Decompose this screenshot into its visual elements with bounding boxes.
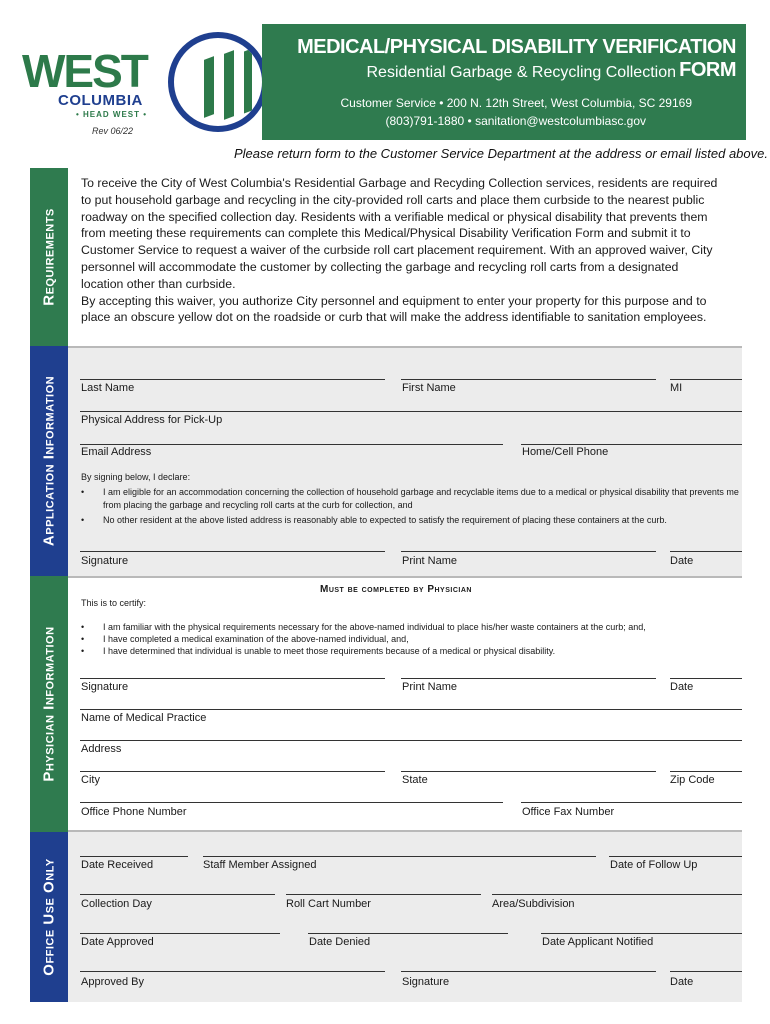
logo-columbia-text: COLUMBIA (58, 92, 143, 109)
email-label: Email Address (81, 446, 152, 458)
follow-up-date-label: Date of Follow Up (610, 859, 698, 871)
declaration-list (81, 486, 741, 527)
roll-cart-number-field[interactable] (286, 894, 481, 895)
list-item: • I have determined that individual is unable to meet those requirements because of a medical or physical disability. (81, 645, 741, 657)
section-label-application: Application Information (40, 375, 58, 547)
mi-label: MI (670, 382, 683, 394)
form-subtitle: Residential Garbage & Recycling Collection (366, 64, 676, 81)
physician-date-field[interactable] (670, 678, 742, 679)
pickup-address-label: Physical Address for Pick-Up (81, 414, 223, 426)
last-name-field[interactable] (80, 379, 385, 380)
logo-west-text: WEST (22, 45, 147, 97)
date-notified-field[interactable] (541, 933, 742, 934)
date-notified-label: Date Applicant Notified (542, 936, 654, 948)
return-instructions: Please return form to the Customer Service Department at the address or email listed above. (234, 146, 768, 161)
area-subdivision-label: Area/Subdivision (492, 898, 575, 910)
physician-heading: Must be completed by Physician (320, 584, 472, 595)
date-approved-label: Date Approved (81, 936, 154, 948)
mi-field[interactable] (670, 379, 742, 380)
list-item: • I am familiar with the physical requirements necessary for the above-named individual to place his/her waste containers at the curb; and, (81, 621, 741, 633)
office-fax-field[interactable] (521, 802, 742, 803)
office-signature-field[interactable] (401, 971, 656, 972)
collection-day-label: Collection Day (81, 898, 152, 910)
customer-service-address: Customer Service • 200 N. 12th Street, West Columbia, SC 29169 (340, 96, 692, 110)
office-signature-label: Signature (402, 976, 450, 988)
revision-date: Rev 06/22 (92, 126, 134, 136)
last-name-label: Last Name (81, 382, 135, 394)
header-banner (262, 24, 746, 140)
list-item: • No other resident at the above listed address is reasonably able to expected to satisfy the requirement of placing these containers at the curb. (81, 514, 741, 527)
follow-up-date-field[interactable] (609, 856, 742, 857)
state-label: State (402, 774, 428, 786)
form-title: MEDICAL/PHYSICAL DISABILITY VERIFICATION FORM (297, 36, 736, 81)
physician-signature-field[interactable] (80, 678, 385, 679)
first-name-field[interactable] (401, 379, 656, 380)
first-name-label: First Name (402, 382, 456, 394)
physician-print-name-field[interactable] (401, 678, 656, 679)
applicant-signature-label: Signature (81, 555, 129, 567)
logo-tagline: • HEAD WEST • (76, 110, 148, 119)
approved-by-field[interactable] (80, 971, 385, 972)
applicant-date-field[interactable] (670, 551, 742, 552)
city-logo (18, 28, 278, 138)
divider (68, 830, 742, 832)
declare-intro: By signing below, I declare: (81, 472, 191, 482)
applicant-print-name-label: Print Name (402, 555, 458, 567)
zip-field[interactable] (670, 771, 742, 772)
section-tab-requirements (30, 168, 68, 346)
city-field[interactable] (80, 771, 385, 772)
collection-day-field[interactable] (80, 894, 275, 895)
phone-label: Home/Cell Phone (522, 446, 609, 458)
office-date-label: Date (670, 976, 694, 988)
approved-by-label: Approved By (81, 976, 144, 988)
staff-member-label: Staff Member Assigned (203, 859, 317, 871)
physician-date-label: Date (670, 681, 694, 693)
pickup-address-field[interactable] (80, 411, 742, 412)
section-label-office: Office Use Only (40, 858, 58, 976)
applicant-print-name-field[interactable] (401, 551, 656, 552)
email-field[interactable] (80, 444, 503, 445)
date-denied-field[interactable] (308, 933, 508, 934)
office-date-field[interactable] (670, 971, 742, 972)
date-denied-label: Date Denied (309, 936, 371, 948)
section-tab-application (30, 346, 68, 576)
date-received-label: Date Received (81, 859, 154, 871)
section-label-physician: Physician Information (40, 626, 58, 782)
state-field[interactable] (401, 771, 656, 772)
staff-member-field[interactable] (203, 856, 596, 857)
medical-practice-label: Name of Medical Practice (81, 712, 207, 724)
section-tab-physician (30, 576, 68, 832)
requirements-paragraph-2: By accepting this waiver, you authorize City personnel and equipment to enter your property for this purpose and to place an obscure yellow dot on the roadside or curb that will make the address identifiable to sanitation employees. (81, 293, 707, 325)
divider (68, 576, 742, 578)
applicant-date-label: Date (670, 555, 694, 567)
date-approved-field[interactable] (80, 933, 280, 934)
certification-list (81, 621, 741, 657)
section-label-requirements: Requirements (40, 208, 58, 306)
section-tab-office (30, 832, 68, 1002)
office-fax-label: Office Fax Number (522, 806, 615, 818)
divider (68, 346, 742, 348)
office-phone-label: Office Phone Number (81, 806, 187, 818)
list-item: • I have completed a medical examination of the above-named individual, and, (81, 633, 741, 645)
date-received-field[interactable] (80, 856, 188, 857)
medical-practice-field[interactable] (80, 709, 742, 710)
applicant-signature-field[interactable] (80, 551, 385, 552)
physician-signature-label: Signature (81, 681, 129, 693)
area-subdivision-field[interactable] (492, 894, 742, 895)
logo-emblem-icon (168, 32, 268, 132)
requirements-paragraph-1: To receive the City of West Columbia's Residential Garbage and Recyding Collection services, residents are required to put household garbage and recycling in the city-provided roll carts and place them curbside to the nearest public roadway on the specified collection day. Residents with a verifiable medical or physical disability that prevents them from meeting these requirements can complete this Medical/Physical Disability Verification Form and submit it to Customer Service to request a waiver of the curbside roll cart placement requirement. With an approved waiver, City personnel will accommodate the customer by collecting the garbage and recycling roll carts from a designated location other than curbside. (81, 176, 718, 291)
office-phone-field[interactable] (80, 802, 503, 803)
customer-service-contact: (803)791-1880 • sanitation@westcolumbiasc.gov (385, 114, 646, 128)
roll-cart-number-label: Roll Cart Number (286, 898, 371, 910)
zip-label: Zip Code (670, 774, 715, 786)
requirements-text (81, 175, 721, 326)
list-item: • I am eligible for an accommodation concerning the collection of household garbage and recyclable items due to a medical or physical disability that prevents me from placing the garbage and recycling roll carts at the curb for collection, and (81, 486, 741, 512)
certify-intro: This is to certify: (81, 598, 147, 608)
physician-address-label: Address (81, 743, 122, 755)
physician-address-field[interactable] (80, 740, 742, 741)
city-label: City (81, 774, 100, 786)
physician-print-name-label: Print Name (402, 681, 458, 693)
phone-field[interactable] (521, 444, 742, 445)
